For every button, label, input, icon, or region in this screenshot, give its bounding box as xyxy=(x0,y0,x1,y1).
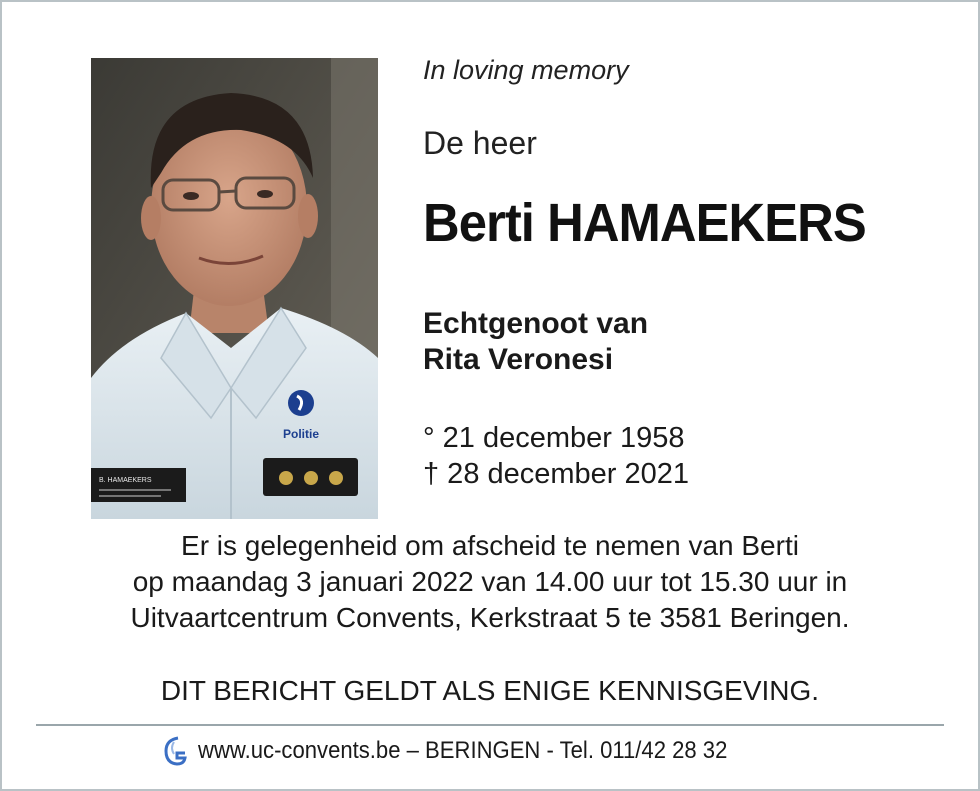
relation-block xyxy=(423,306,648,378)
photo-badge-text: Politie xyxy=(282,427,320,441)
deceased-name: Berti HAMAEKERS xyxy=(423,193,866,253)
relation-line: Echtgenoot van xyxy=(423,307,649,340)
death-date: † 28 december 2021 xyxy=(423,458,690,490)
funeral-home-logo-icon xyxy=(160,734,188,768)
honorific: De heer xyxy=(423,125,537,161)
service-paragraph xyxy=(40,528,940,636)
dates-block xyxy=(423,420,689,492)
portrait-photo xyxy=(91,58,378,519)
footer xyxy=(160,734,773,768)
notice-text: DIT BERICHT GELDT ALS ENIGE KENNISGEVING. xyxy=(160,675,820,706)
service-line: Uitvaartcentrum Convents, Kerkstraat 5 te 3581 Beringen. xyxy=(130,602,850,633)
footer-contact[interactable]: www.uc-convents.be – BERINGEN - Tel. 011/42 28 32 xyxy=(198,737,728,764)
service-line: op maandag 3 januari 2022 van 14.00 uur tot 15.30 uur in xyxy=(132,566,848,597)
intro-text: In loving memory xyxy=(423,55,629,85)
relation-line: Rita Veronesi xyxy=(423,343,614,376)
divider xyxy=(36,724,944,726)
photo-name-tag: B. HAMAEKERS xyxy=(99,477,152,484)
service-line: Er is gelegenheid om afscheid te nemen van Berti xyxy=(181,530,799,561)
birth-date: ° 21 december 1958 xyxy=(423,422,685,454)
